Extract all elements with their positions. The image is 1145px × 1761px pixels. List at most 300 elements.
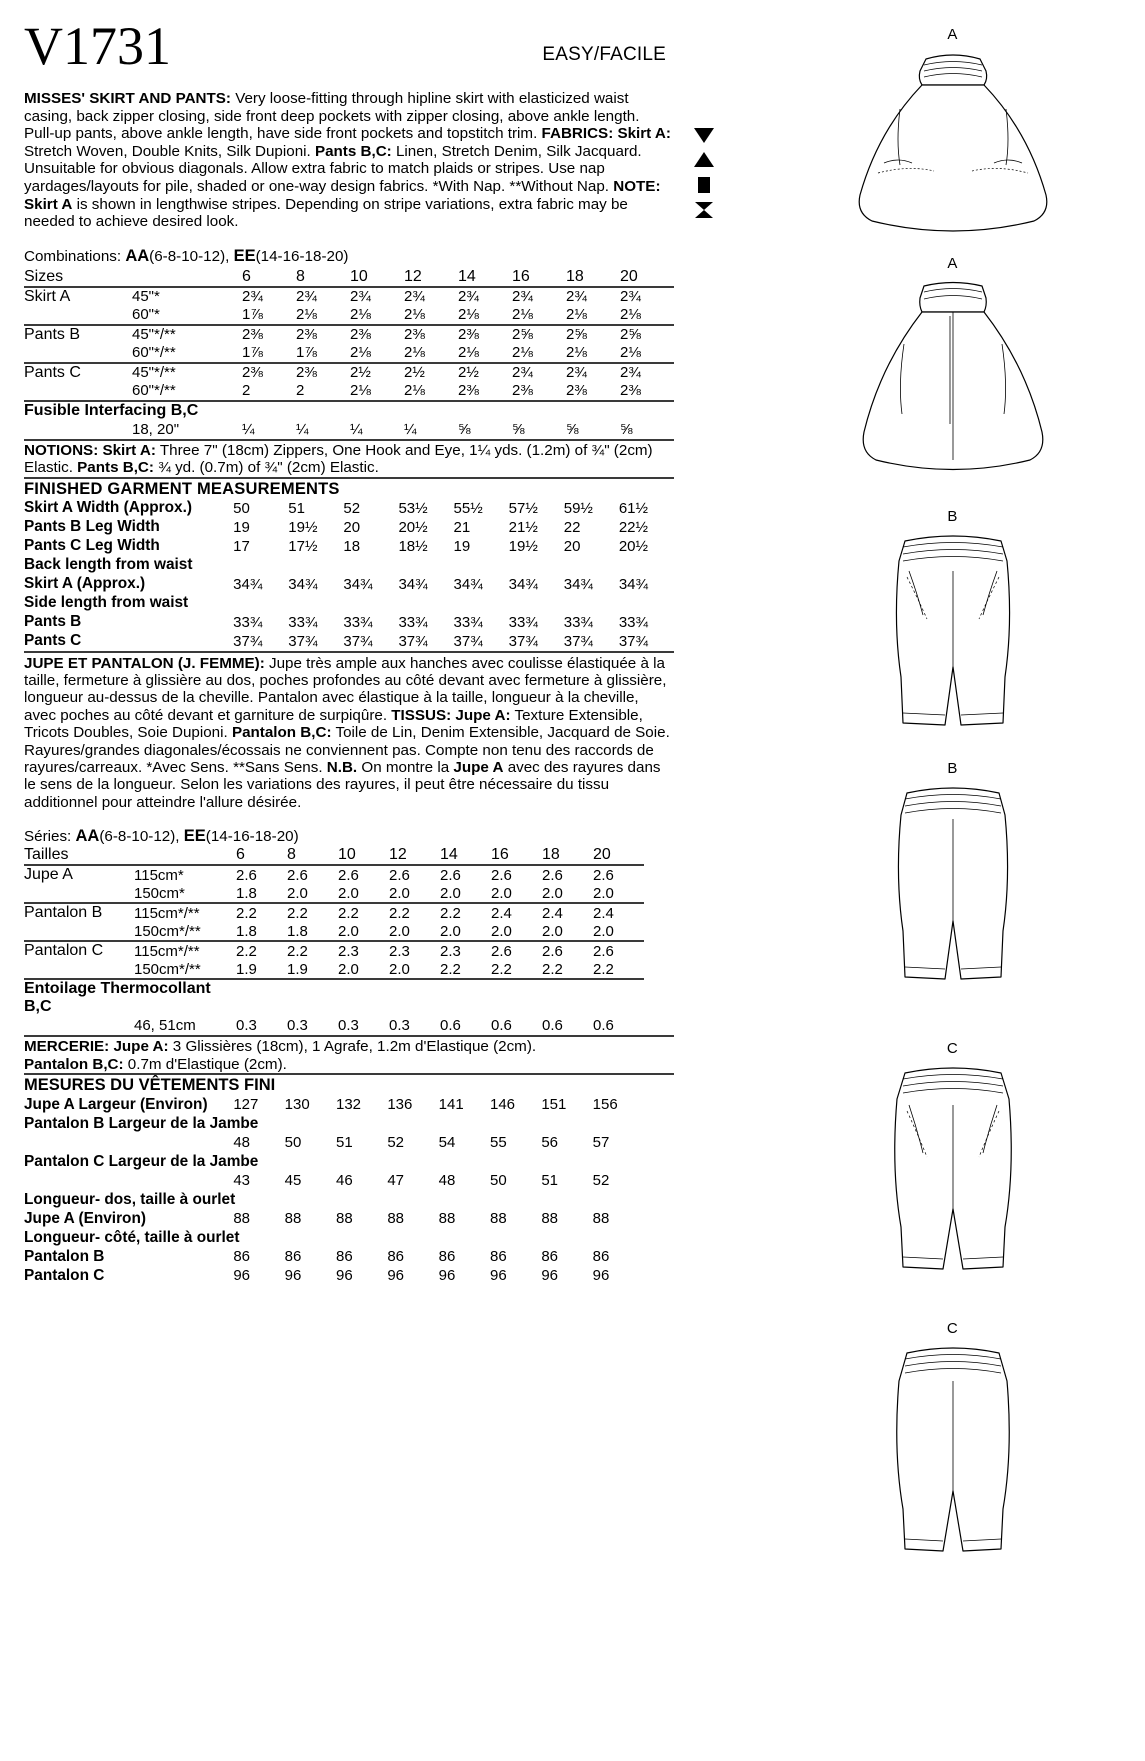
yardage-value: 2⅜ bbox=[512, 382, 533, 400]
measurement-value: 34¾ bbox=[343, 575, 373, 593]
measurement-value: 17½ bbox=[288, 537, 318, 555]
yardage-value: 2¾ bbox=[620, 363, 674, 382]
interfacing-value: 0.6 bbox=[593, 1017, 614, 1035]
interfacing-value: ¼ bbox=[350, 420, 363, 438]
tissus-bc-text: Toile de Lin, Denim Extensible, Jacquard de Soie. Rayures/grandes diagonales/écossais ne conviennent pas. Compte non tenu des raccords de rayures/carreaux. *Avec Sens. **Sans Sens. bbox=[24, 724, 670, 776]
notions-label: NOTIONS: Skirt A: bbox=[24, 441, 156, 459]
yardage-value: 2.4 bbox=[491, 903, 542, 922]
table-row bbox=[24, 518, 674, 537]
view-label-b-front: B bbox=[947, 508, 958, 525]
measurement-value: 96 bbox=[592, 1267, 610, 1285]
size-column-header: 12 bbox=[404, 267, 422, 285]
yardage-value: 2 bbox=[242, 382, 251, 400]
yardage-value: 1.9 bbox=[236, 960, 257, 978]
measurement-value: 86 bbox=[592, 1248, 610, 1266]
measurement-value: 20 bbox=[343, 518, 361, 536]
measurement-value: 37¾ bbox=[288, 632, 318, 650]
yardage-value: 2⅜ bbox=[404, 325, 458, 344]
measurement-value: 22 bbox=[563, 518, 581, 536]
yardage-value: 2¾ bbox=[242, 287, 296, 306]
measurement-value: 46 bbox=[336, 1172, 353, 1190]
measurement-value: 37¾ bbox=[343, 632, 373, 650]
measurement-value: 19 bbox=[233, 518, 250, 536]
measurement-label bbox=[24, 1171, 233, 1190]
fabrics-bc-text: Linen, Stretch Denim, Silk Jacquard. Unsuitable for obvious diagonals. Allow extra fabric to match plaids or stripes. Use nap yardages/layouts for pile, shaded or one-way design fabrics. *With Nap. **Without Nap. bbox=[24, 142, 642, 195]
fabric-width: 115cm*/** bbox=[134, 903, 236, 922]
yardage-value: 2½ bbox=[458, 363, 512, 382]
table-row bbox=[24, 1133, 644, 1152]
measurement-value: 19½ bbox=[288, 518, 318, 536]
yardage-value: 2.3 bbox=[389, 941, 440, 960]
measurement-value: 33¾ bbox=[618, 613, 649, 631]
series-line-french bbox=[24, 827, 674, 846]
measurement-value: 34¾ bbox=[563, 575, 593, 593]
fabrics-label: FABRICS: Skirt A: bbox=[541, 125, 671, 143]
measurement-value: 34¾ bbox=[398, 575, 428, 593]
measurement-value: 20 bbox=[563, 537, 581, 555]
measurement-value: 51 bbox=[336, 1134, 353, 1152]
yardage-value: 2.0 bbox=[287, 884, 308, 902]
table-row bbox=[24, 960, 644, 979]
table-row bbox=[24, 499, 674, 518]
measurement-value: 22½ bbox=[618, 518, 649, 536]
yardage-value: 1.8 bbox=[287, 922, 308, 940]
skirt-a-back-drawing bbox=[838, 274, 1068, 489]
yardage-value: 2¾ bbox=[512, 363, 566, 382]
yardage-value: 2¾ bbox=[566, 287, 620, 306]
measurement-value: 33¾ bbox=[398, 613, 428, 631]
section-heading: Side length from waist bbox=[24, 594, 189, 612]
yardage-value: 2⅜ bbox=[620, 382, 641, 400]
fabric-width: 150cm*/** bbox=[134, 922, 201, 940]
measurement-value: 33¾ bbox=[563, 613, 593, 631]
interfacing-value: 0.3 bbox=[338, 1017, 359, 1035]
mercerie-french bbox=[24, 1035, 674, 1073]
yardage-value: 2.0 bbox=[542, 884, 563, 902]
pants-c-front-drawing bbox=[853, 1059, 1053, 1284]
measurement-value: 56 bbox=[541, 1134, 558, 1152]
measurement-value: 57 bbox=[592, 1134, 610, 1152]
interfacing-value: 0.3 bbox=[389, 1017, 410, 1035]
yardage-value: 2⅛ bbox=[458, 344, 479, 362]
combination-aa-sizes: (6-8-10-12), bbox=[149, 247, 234, 265]
measurement-value: 50 bbox=[489, 1172, 507, 1190]
measurement-value: 88 bbox=[541, 1210, 558, 1228]
measurement-value: 33¾ bbox=[233, 613, 263, 631]
garment-name bbox=[24, 306, 132, 325]
finished-measurements-table-english bbox=[24, 499, 674, 651]
size-column-header: 18 bbox=[542, 846, 560, 864]
fabrics-a-text: Stretch Woven, Double Knits, Silk Dupioni. bbox=[24, 142, 315, 160]
measurement-value: 61½ bbox=[618, 499, 649, 517]
hourglass-icon bbox=[685, 197, 723, 222]
interfacing-spacer bbox=[24, 420, 132, 439]
interfacing-value: 0.6 bbox=[491, 1017, 512, 1035]
measurement-value: 96 bbox=[387, 1267, 405, 1285]
interfacing-value: 0.6 bbox=[542, 1017, 563, 1035]
yardage-value: 2.0 bbox=[440, 922, 461, 940]
size-column-header: 6 bbox=[242, 267, 251, 285]
description-french bbox=[24, 651, 674, 812]
header-row bbox=[24, 14, 674, 76]
yardage-value: 2.0 bbox=[389, 922, 410, 940]
size-column-header: 20 bbox=[620, 267, 638, 285]
section-heading: Pantalon B Largeur de la Jambe bbox=[24, 1114, 259, 1132]
size-column-header: 10 bbox=[338, 846, 356, 864]
size-column-header: 14 bbox=[440, 846, 458, 864]
garment-name: Skirt A bbox=[24, 287, 132, 306]
measurement-value: 34¾ bbox=[618, 575, 649, 593]
interfacing-value: 0.3 bbox=[287, 1017, 308, 1035]
yardage-value: 2⅝ bbox=[566, 325, 620, 344]
measurement-value: 146 bbox=[489, 1096, 516, 1114]
table-row bbox=[24, 613, 674, 632]
view-label-a-back: A bbox=[947, 255, 958, 272]
nb-label: N.B. bbox=[326, 759, 358, 776]
yardage-value: 2.6 bbox=[338, 865, 389, 884]
yardage-value: 2.0 bbox=[389, 884, 410, 902]
table-row bbox=[24, 632, 674, 651]
table-header-row bbox=[24, 268, 674, 287]
measurement-value: 57½ bbox=[508, 499, 538, 517]
measurement-value: 141 bbox=[438, 1096, 464, 1114]
fabric-width: 45"*/** bbox=[132, 363, 242, 382]
yardage-value: 2⅝ bbox=[512, 325, 566, 344]
yardage-value: 2.6 bbox=[287, 865, 338, 884]
yardage-value: 2⅛ bbox=[296, 306, 317, 324]
yardage-value: 2⅝ bbox=[620, 325, 674, 344]
view-label-a-front: A bbox=[947, 26, 958, 43]
measurement-value: 20½ bbox=[618, 537, 649, 555]
measurement-value: 151 bbox=[541, 1096, 567, 1114]
yardage-value: 2.0 bbox=[491, 922, 512, 940]
finished-measurements-title-english: FINISHED GARMENT MEASUREMENTS bbox=[24, 477, 674, 499]
table-row bbox=[24, 575, 674, 594]
measurement-value: 127 bbox=[233, 1096, 259, 1114]
yardage-value: 2.6 bbox=[542, 941, 593, 960]
table-header-row bbox=[24, 846, 644, 865]
view-label-c-front: C bbox=[946, 1040, 959, 1057]
yardage-value: 2¾ bbox=[350, 287, 404, 306]
size-column-header: 8 bbox=[287, 846, 296, 864]
measurement-value: 86 bbox=[387, 1248, 405, 1266]
skirt-a-front-drawing bbox=[838, 45, 1068, 245]
fabric-width: 60"*/** bbox=[132, 382, 176, 400]
combination-aa: AA bbox=[125, 246, 150, 265]
garment-name bbox=[24, 922, 134, 941]
measurement-label: Jupe A Largeur (Environ) bbox=[24, 1095, 208, 1113]
measurement-value: 34¾ bbox=[233, 575, 263, 593]
table-row bbox=[24, 903, 644, 922]
yardage-value: 2½ bbox=[350, 363, 404, 382]
measurement-value: 130 bbox=[284, 1096, 310, 1114]
yardage-value: 2.3 bbox=[440, 941, 491, 960]
yardage-value: 2.6 bbox=[542, 865, 593, 884]
measurement-value: 47 bbox=[387, 1172, 405, 1190]
section-heading: Pantalon C Largeur de la Jambe bbox=[24, 1152, 259, 1170]
measurement-label: Pants B bbox=[24, 613, 82, 631]
section-heading: Longueur- côté, taille à ourlet bbox=[24, 1228, 240, 1246]
garment-name bbox=[24, 960, 134, 979]
interfacing-row bbox=[24, 1016, 644, 1035]
table-row bbox=[24, 363, 674, 382]
fabric-width: 60"* bbox=[132, 306, 160, 324]
interfacing-row bbox=[24, 420, 674, 439]
measurement-value: 88 bbox=[233, 1210, 251, 1228]
table-row bbox=[24, 537, 674, 556]
mercerie-pantalon-text: 0.7m d'Elastique (2cm). bbox=[123, 1055, 287, 1073]
triangle-down-icon bbox=[685, 122, 723, 147]
yardage-value: 2.6 bbox=[440, 865, 491, 884]
measurement-value: 96 bbox=[233, 1267, 251, 1285]
interfacing-spacer bbox=[24, 1016, 134, 1035]
yardage-value: 2.4 bbox=[593, 903, 644, 922]
description-title-fr: JUPE ET PANTALON (J. FEMME): bbox=[24, 654, 265, 672]
finished-measurements-table-french bbox=[24, 1095, 644, 1285]
section-heading-row bbox=[24, 1190, 644, 1209]
size-column-header: 6 bbox=[236, 846, 245, 864]
measurement-value: 86 bbox=[284, 1248, 302, 1266]
table-row bbox=[24, 1266, 644, 1285]
illustration-column bbox=[760, 0, 1145, 1761]
measurement-value: 55½ bbox=[453, 499, 483, 517]
measurement-value: 33¾ bbox=[343, 613, 373, 631]
yardage-value: 2⅛ bbox=[566, 344, 587, 362]
measurement-value: 33¾ bbox=[288, 613, 318, 631]
yardage-value: 2⅛ bbox=[404, 382, 425, 400]
yardage-value: 2.6 bbox=[593, 941, 644, 960]
pantalon-tissus-label: Pantalon B,C: bbox=[231, 724, 332, 742]
measurement-value: 48 bbox=[438, 1172, 456, 1190]
table-row bbox=[24, 344, 674, 363]
measurement-label: Pants C bbox=[24, 632, 82, 650]
measurement-value: 18½ bbox=[398, 537, 428, 555]
interfacing-value: ⅝ bbox=[620, 420, 633, 438]
yardage-value: 2.0 bbox=[542, 922, 563, 940]
pattern-number: V1731 bbox=[24, 16, 171, 76]
width-header bbox=[134, 846, 236, 865]
measurement-value: 96 bbox=[336, 1267, 353, 1285]
size-column-header: 18 bbox=[566, 267, 584, 285]
interfacing-width: 46, 51cm bbox=[134, 1017, 196, 1035]
section-heading-row bbox=[24, 556, 674, 575]
yardage-value: 2¾ bbox=[404, 287, 458, 306]
sizes-header: Tailles bbox=[24, 846, 69, 864]
table-row bbox=[24, 1209, 644, 1228]
yardage-value: 2½ bbox=[404, 363, 458, 382]
pants-b-back-drawing bbox=[853, 779, 1053, 994]
size-column-header: 14 bbox=[458, 267, 476, 285]
tissus-a-text: Texture Extensible, Tricots Doubles, Soie Dupioni. bbox=[24, 706, 643, 742]
measurement-value: 86 bbox=[336, 1248, 353, 1266]
garment-name: Jupe A bbox=[24, 865, 134, 884]
fabric-width: 150cm*/** bbox=[134, 960, 201, 978]
notions-pants-text: ¾ yd. (0.7m) of ¾" (2cm) Elastic. bbox=[153, 459, 379, 477]
measurement-value: 51 bbox=[288, 499, 305, 517]
yardage-value: 2.2 bbox=[593, 960, 614, 978]
yardage-value: 2.6 bbox=[593, 865, 644, 884]
measurement-value: 21½ bbox=[508, 518, 538, 536]
sizes-header: Sizes bbox=[24, 267, 64, 285]
measurement-value: 53½ bbox=[398, 499, 428, 517]
size-column-header: 12 bbox=[389, 846, 407, 864]
measurement-label: Jupe A (Environ) bbox=[24, 1209, 146, 1227]
measurement-label: Pants B Leg Width bbox=[24, 518, 160, 536]
measurement-value: 37¾ bbox=[618, 632, 649, 650]
measurement-value: 37¾ bbox=[563, 632, 593, 650]
section-heading-row bbox=[24, 1228, 644, 1247]
yardage-value: 2.0 bbox=[338, 960, 359, 978]
table-row bbox=[24, 287, 674, 306]
combination-ee-sizes: (14-16-18-20) bbox=[255, 247, 349, 265]
yardage-value: 2⅛ bbox=[350, 382, 371, 400]
yardage-value: 2.2 bbox=[440, 903, 491, 922]
measurement-value: 86 bbox=[541, 1248, 558, 1266]
view-label-c-back: C bbox=[946, 1320, 959, 1337]
measurement-value: 33¾ bbox=[453, 613, 483, 631]
yardage-table-english bbox=[24, 268, 674, 439]
table-row bbox=[24, 382, 674, 401]
yardage-value: 2⅛ bbox=[620, 344, 641, 362]
measurement-value: 88 bbox=[438, 1210, 456, 1228]
yardage-value: 2.0 bbox=[491, 884, 512, 902]
yardage-table-french bbox=[24, 846, 644, 1035]
size-column-header: 8 bbox=[296, 267, 305, 285]
table-row bbox=[24, 1247, 644, 1266]
measurement-value: 21 bbox=[453, 518, 471, 536]
interfacing-value: ¼ bbox=[296, 420, 309, 438]
measurement-label: Pants C Leg Width bbox=[24, 537, 160, 555]
yardage-value: 2.2 bbox=[389, 903, 440, 922]
measurement-value: 52 bbox=[343, 499, 361, 517]
yardage-value: 1.8 bbox=[236, 884, 257, 902]
yardage-value: 2⅛ bbox=[458, 306, 479, 324]
size-column-header: 20 bbox=[593, 846, 611, 864]
yardage-value: 2.2 bbox=[236, 941, 287, 960]
yardage-value: 2⅛ bbox=[404, 306, 425, 324]
pants-c-back-drawing bbox=[853, 1339, 1053, 1564]
yardage-value: 2⅜ bbox=[458, 382, 479, 400]
yardage-value: 2.2 bbox=[338, 903, 389, 922]
section-heading: Longueur- dos, taille à ourlet bbox=[24, 1190, 236, 1208]
table-row bbox=[24, 865, 644, 884]
note-body: is shown in lengthwise stripes. Depending on stripe variations, extra fabric may be needed to achieve desired look. bbox=[24, 195, 628, 231]
description-body-fr: Jupe très ample aux hanches avec coulisse élastiquée à la taille, fermeture à glissière au dos, poches profondes au côté devant avec fermeture à glissière, longueur au-dessus de la cheville. Pantalon avec élastique à la taille, longueur à la cheville, avec poches au côté devant et garniture de surpiqûre. bbox=[24, 654, 667, 724]
interfacing-label: Fusible Interfacing B,C bbox=[24, 401, 242, 420]
measurement-value: 17 bbox=[233, 537, 250, 555]
section-heading-row bbox=[24, 1152, 644, 1171]
measurement-label: Pantalon B bbox=[24, 1247, 105, 1265]
measurement-value: 34¾ bbox=[288, 575, 318, 593]
yardage-value: 2.0 bbox=[338, 884, 359, 902]
fabric-width: 150cm* bbox=[134, 884, 185, 902]
interfacing-value: ⅝ bbox=[566, 420, 579, 438]
measurement-label: Skirt A (Approx.) bbox=[24, 575, 146, 593]
triangle-up-icon bbox=[685, 147, 723, 172]
description-title: MISSES' SKIRT AND PANTS: bbox=[24, 90, 231, 107]
yardage-value: 2.0 bbox=[593, 922, 614, 940]
mercerie-jupe-text: 3 Glissières (18cm), 1 Agrafe, 1.2m d'Elastique (2cm). bbox=[168, 1038, 537, 1056]
measurement-label bbox=[24, 1133, 233, 1152]
fabric-width: 115cm*/** bbox=[134, 941, 236, 960]
measurement-value: 19½ bbox=[508, 537, 538, 555]
garment-name: Pants B bbox=[24, 325, 132, 344]
measurement-value: 86 bbox=[489, 1248, 507, 1266]
fabric-width: 45"* bbox=[132, 287, 242, 306]
nb-jupe-label: Jupe A bbox=[453, 759, 504, 776]
finished-measurements-title-french: MESURES DU VÊTEMENTS FINI bbox=[24, 1073, 674, 1095]
yardage-value: 2.6 bbox=[491, 865, 542, 884]
interfacing-width: 18, 20" bbox=[132, 420, 180, 438]
measurement-value: 156 bbox=[592, 1096, 618, 1114]
measurement-label: Pantalon C bbox=[24, 1266, 105, 1284]
yardage-value: 2.2 bbox=[542, 960, 563, 978]
table-row bbox=[24, 884, 644, 903]
measurement-value: 96 bbox=[438, 1267, 456, 1285]
width-header bbox=[132, 268, 242, 287]
difficulty-label: EASY/FACILE bbox=[542, 44, 666, 65]
illustration-skirt-a-back bbox=[760, 255, 1145, 489]
table-row bbox=[24, 306, 674, 325]
measurement-value: 96 bbox=[284, 1267, 302, 1285]
measurement-value: 45 bbox=[284, 1172, 302, 1190]
combinations-line bbox=[24, 247, 674, 266]
garment-name: Pantalon B bbox=[24, 903, 134, 922]
description-body: Very loose-fitting through hipline skirt with elasticized waist casing, back zipper closing, side front deep pockets with zipper closing, above ankle length. Pull-up pants, above ankle length, have side front pockets and topstitch trim. bbox=[24, 90, 640, 143]
measurement-value: 37¾ bbox=[398, 632, 428, 650]
measurement-value: 96 bbox=[541, 1267, 558, 1285]
yardage-value: 2⅛ bbox=[566, 306, 587, 324]
yardage-value: 2¾ bbox=[458, 287, 512, 306]
measurement-value: 55 bbox=[489, 1134, 507, 1152]
yardage-value: 2.2 bbox=[236, 903, 287, 922]
measurement-value: 96 bbox=[489, 1267, 507, 1285]
interfacing-value: 0.3 bbox=[236, 1017, 257, 1035]
interfacing-heading-row bbox=[24, 979, 644, 1016]
measurement-value: 88 bbox=[592, 1210, 610, 1228]
illustration-pants-b-back bbox=[760, 760, 1145, 994]
illustration-pants-c-front bbox=[760, 1040, 1145, 1284]
measurement-value: 88 bbox=[387, 1210, 405, 1228]
measurement-value: 59½ bbox=[563, 499, 593, 517]
garment-name bbox=[24, 344, 132, 363]
yardage-value: 2.0 bbox=[440, 884, 461, 902]
measurement-value: 34¾ bbox=[453, 575, 483, 593]
yardage-value: 2⅛ bbox=[350, 306, 371, 324]
measurement-value: 88 bbox=[336, 1210, 353, 1228]
fabric-width: 45"*/** bbox=[132, 325, 242, 344]
yardage-value: 2⅜ bbox=[566, 382, 587, 400]
yardage-value: 2.2 bbox=[491, 960, 512, 978]
yardage-value: 2⅜ bbox=[242, 325, 296, 344]
description-english bbox=[24, 90, 674, 231]
yardage-value: 2⅜ bbox=[458, 325, 512, 344]
measurement-value: 136 bbox=[387, 1096, 413, 1114]
yardage-value: 2⅜ bbox=[242, 363, 296, 382]
section-heading: Back length from waist bbox=[24, 556, 193, 574]
yardage-value: 2.2 bbox=[287, 941, 338, 960]
fabric-width: 60"*/** bbox=[132, 344, 176, 362]
measurement-value: 37¾ bbox=[453, 632, 483, 650]
measurement-value: 50 bbox=[284, 1134, 302, 1152]
text-column bbox=[24, 14, 674, 1285]
series-label: Séries: bbox=[24, 828, 76, 846]
yardage-value: 1⅞ bbox=[296, 344, 317, 362]
pants-b-front-drawing bbox=[853, 527, 1053, 742]
yardage-value: 2.0 bbox=[338, 922, 359, 940]
measurement-value: 34¾ bbox=[508, 575, 538, 593]
size-column-header: 16 bbox=[491, 846, 509, 864]
